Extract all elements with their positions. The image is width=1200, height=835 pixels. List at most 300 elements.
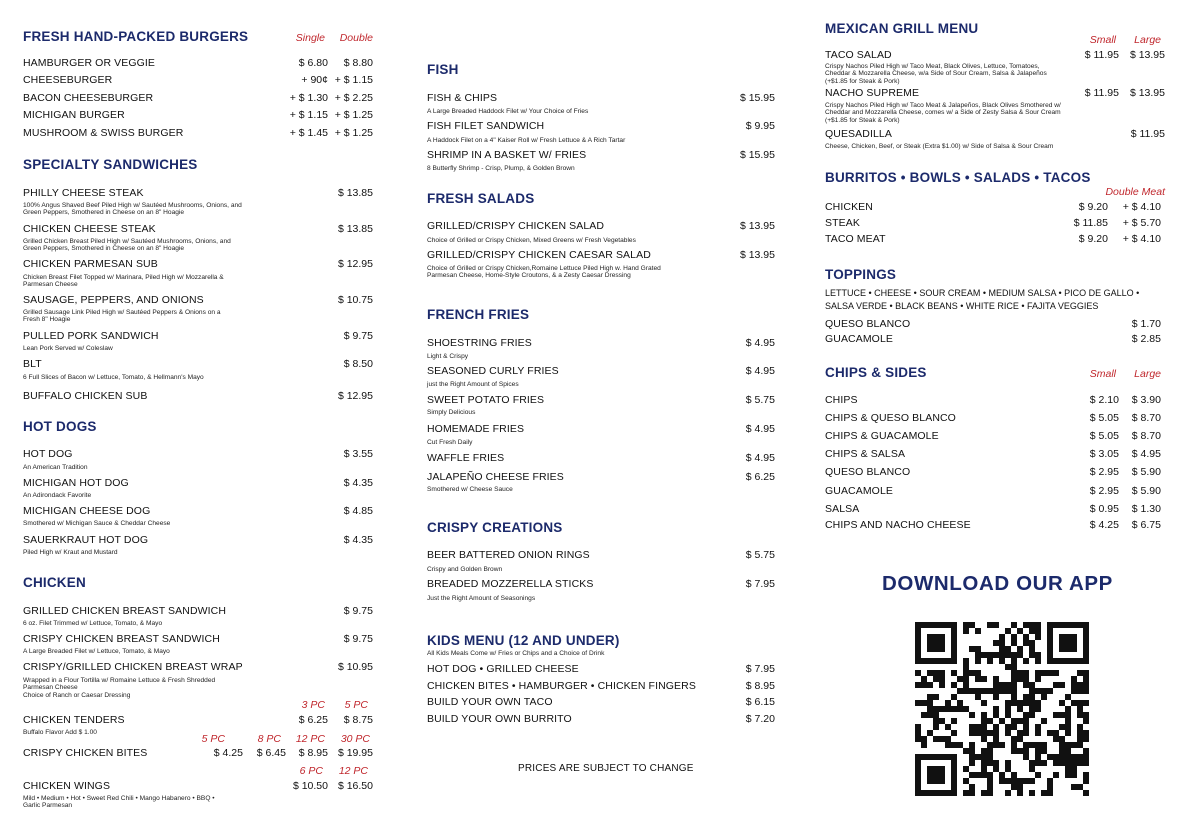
section-title-chips: CHIPS & SIDES bbox=[825, 365, 927, 380]
price-sweet-potato-fries: $ 5.75 bbox=[745, 394, 775, 406]
qr-module bbox=[993, 736, 999, 742]
qr-module bbox=[987, 754, 993, 760]
qr-module bbox=[921, 700, 927, 706]
qr-module bbox=[1071, 640, 1077, 646]
qr-module bbox=[1023, 622, 1029, 628]
qr-module bbox=[939, 622, 945, 628]
qr-module bbox=[1053, 622, 1059, 628]
qr-module bbox=[999, 640, 1005, 646]
qr-module bbox=[915, 736, 921, 742]
qr-module bbox=[951, 730, 957, 736]
qr-module bbox=[939, 718, 945, 724]
qr-module bbox=[1071, 682, 1077, 688]
qr-module bbox=[969, 748, 975, 754]
qr-module bbox=[975, 652, 981, 658]
qr-module bbox=[993, 622, 999, 628]
qr-module bbox=[933, 634, 939, 640]
qr-module bbox=[1023, 676, 1029, 682]
qr-module bbox=[1047, 652, 1053, 658]
qr-module bbox=[999, 682, 1005, 688]
header-double: Double bbox=[339, 32, 373, 44]
qr-module bbox=[981, 730, 987, 736]
qr-module bbox=[1071, 742, 1077, 748]
header-chips-large: Large bbox=[1134, 368, 1161, 380]
qr-module bbox=[1053, 736, 1059, 742]
price-single: $ 6.80 bbox=[298, 57, 328, 69]
qr-module bbox=[939, 676, 945, 682]
section-title-crispy: CRISPY CREATIONS bbox=[427, 520, 563, 535]
qr-module bbox=[945, 622, 951, 628]
price-side-guacamole-large: $ 5.90 bbox=[1131, 485, 1161, 497]
qr-module bbox=[1029, 766, 1035, 772]
price-kids-taco: $ 6.15 bbox=[745, 696, 775, 708]
item-name: BACON CHEESEBURGER bbox=[23, 92, 154, 104]
qr-module bbox=[1017, 718, 1023, 724]
qr-module bbox=[927, 646, 933, 652]
desc-fish-filet-sandwich: A Haddock Filet on a 4" Kaiser Roll w/ Fresh Lettuce & A Rich Tartar bbox=[427, 137, 626, 144]
qr-module bbox=[981, 760, 987, 766]
qr-module bbox=[957, 700, 963, 706]
qr-module bbox=[939, 778, 945, 784]
qr-module bbox=[1059, 634, 1065, 640]
desc-chicken-cheese-steak: Grilled Chicken Breast Piled High w/ Sautéed Mushrooms, Onions, and Green Peppers, Smothered in Cheese on an 8" Hoagie bbox=[23, 238, 231, 253]
qr-module bbox=[969, 730, 975, 736]
qr-module bbox=[1077, 670, 1083, 676]
qr-module bbox=[993, 730, 999, 736]
qr-module bbox=[1083, 652, 1089, 658]
price-topping-guacamole: $ 2.85 bbox=[1131, 333, 1161, 345]
qr-module bbox=[1035, 760, 1041, 766]
item-name-chips-queso: CHIPS & QUESO BLANCO bbox=[825, 412, 956, 424]
qr-module bbox=[1071, 760, 1077, 766]
qr-module bbox=[951, 706, 957, 712]
qr-module bbox=[1023, 718, 1029, 724]
qr-module bbox=[1005, 790, 1011, 796]
desc-mozzarella-sticks: Just the Right Amount of Seasonings bbox=[427, 595, 536, 602]
qr-module bbox=[1035, 730, 1041, 736]
header-small: Small bbox=[1089, 34, 1116, 46]
qr-module bbox=[969, 712, 975, 718]
qr-module bbox=[939, 766, 945, 772]
qr-module bbox=[915, 658, 921, 664]
qr-module bbox=[987, 742, 993, 748]
desc-sweet-potato-fries: Simply Delicious bbox=[427, 409, 476, 416]
qr-module bbox=[1077, 736, 1083, 742]
qr-module bbox=[1029, 700, 1035, 706]
price-curly-fries: $ 4.95 bbox=[745, 365, 775, 377]
item-name-pulled-pork: PULLED PORK SANDWICH bbox=[23, 330, 159, 342]
item-name-side-queso: QUESO BLANCO bbox=[825, 466, 911, 478]
qr-module bbox=[963, 670, 969, 676]
header-large: Large bbox=[1134, 34, 1161, 46]
price-shoestring-fries: $ 4.95 bbox=[745, 337, 775, 349]
qr-module bbox=[933, 766, 939, 772]
qr-module bbox=[1071, 622, 1077, 628]
menu-item-michigan-burger bbox=[23, 109, 373, 123]
qr-module bbox=[927, 700, 933, 706]
item-name-hot-dog: HOT DOG bbox=[23, 448, 73, 460]
qr-module bbox=[1083, 640, 1089, 646]
price-tenders-5pc: $ 8.75 bbox=[343, 714, 373, 726]
qr-module bbox=[921, 790, 927, 796]
item-name-michigan-hot-dog: MICHIGAN HOT DOG bbox=[23, 477, 129, 489]
header-wings-6pc: 6 PC bbox=[299, 765, 323, 777]
item-name-homemade-fries: HOMEMADE FRIES bbox=[427, 423, 525, 435]
qr-module bbox=[1011, 688, 1017, 694]
qr-module bbox=[1059, 760, 1065, 766]
qr-module bbox=[981, 736, 987, 742]
qr-module bbox=[951, 634, 957, 640]
qr-module bbox=[987, 718, 993, 724]
qr-module bbox=[1071, 676, 1077, 682]
qr-module bbox=[1077, 784, 1083, 790]
qr-module bbox=[975, 772, 981, 778]
qr-module bbox=[1017, 628, 1023, 634]
qr-module bbox=[1011, 748, 1017, 754]
qr-module bbox=[1041, 670, 1047, 676]
qr-module bbox=[963, 628, 969, 634]
qr-module bbox=[927, 712, 933, 718]
qr-module bbox=[1065, 706, 1071, 712]
qr-module bbox=[1053, 682, 1059, 688]
price-side-queso-large: $ 5.90 bbox=[1131, 466, 1161, 478]
qr-module bbox=[1077, 754, 1083, 760]
qr-module bbox=[999, 772, 1005, 778]
qr-module bbox=[1047, 778, 1053, 784]
qr-module bbox=[1017, 646, 1023, 652]
qr-module bbox=[1083, 778, 1089, 784]
qr-module bbox=[1059, 712, 1065, 718]
price-mozzarella-sticks: $ 7.95 bbox=[745, 578, 775, 590]
qr-module bbox=[927, 730, 933, 736]
qr-module bbox=[1023, 634, 1029, 640]
qr-module bbox=[1005, 652, 1011, 658]
qr-module bbox=[927, 706, 933, 712]
qr-module bbox=[933, 670, 939, 676]
item-name: CHEESEBURGER bbox=[23, 74, 113, 86]
qr-module bbox=[915, 646, 921, 652]
price-chips-queso-small: $ 5.05 bbox=[1089, 412, 1119, 424]
qr-module bbox=[1035, 658, 1041, 664]
desc-taco-salad: Crispy Nachos Piled High w/ Taco Meat, Black Olives, Lettuce, Tomatoes, Cheddar & Mozzarella Cheese, w/a Side of Sour Cream, Salsa & Jalapeños (+$1.85 for Steak & Pork) bbox=[825, 63, 1047, 85]
qr-module bbox=[951, 718, 957, 724]
qr-module bbox=[1023, 694, 1029, 700]
qr-module bbox=[1035, 676, 1041, 682]
price-double: + $ 1.25 bbox=[334, 127, 373, 139]
desc-sauerkraut-hot-dog: Piled High w/ Kraut and Mustard bbox=[23, 549, 118, 556]
qr-module bbox=[933, 718, 939, 724]
qr-module bbox=[1083, 748, 1089, 754]
qr-module bbox=[951, 790, 957, 796]
desc-philly: 100% Angus Shaved Beef Piled High w/ Sautéed Mushrooms, Onions, and Green Peppers, Smothered in Cheese on an 8" Hoagie bbox=[23, 202, 242, 217]
qr-module bbox=[1023, 712, 1029, 718]
qr-module bbox=[927, 778, 933, 784]
qr-module bbox=[915, 760, 921, 766]
price-chicken-caesar-salad: $ 13.95 bbox=[739, 249, 775, 261]
qr-module bbox=[1071, 646, 1077, 652]
qr-module bbox=[927, 640, 933, 646]
qr-module bbox=[1005, 712, 1011, 718]
item-name-topping-guacamole: GUACAMOLE bbox=[825, 333, 893, 345]
qr-module bbox=[1047, 670, 1053, 676]
qr-module bbox=[999, 652, 1005, 658]
qr-module bbox=[1083, 646, 1089, 652]
price-kids-hotdog: $ 7.95 bbox=[745, 663, 775, 675]
qr-module bbox=[1071, 772, 1077, 778]
qr-code-icon[interactable] bbox=[915, 622, 1089, 796]
qr-module bbox=[1011, 640, 1017, 646]
qr-module bbox=[1023, 778, 1029, 784]
price-wings-6pc: $ 10.50 bbox=[292, 780, 328, 792]
qr-module bbox=[927, 772, 933, 778]
qr-module bbox=[1071, 784, 1077, 790]
qr-module bbox=[939, 790, 945, 796]
qr-module bbox=[1035, 724, 1041, 730]
qr-module bbox=[1065, 622, 1071, 628]
qr-module bbox=[1035, 652, 1041, 658]
item-name-jalapeno-fries: JALAPEÑO CHEESE FRIES bbox=[427, 471, 564, 483]
qr-module bbox=[1029, 742, 1035, 748]
header-bites-30pc: 30 PC bbox=[340, 733, 370, 745]
qr-module bbox=[1035, 628, 1041, 634]
item-name-fish-filet-sandwich: FISH FILET SANDWICH bbox=[427, 120, 545, 132]
header-bites-8pc: 8 PC bbox=[257, 733, 281, 745]
header-double-meat: Double Meat bbox=[1105, 186, 1165, 198]
qr-module bbox=[1011, 742, 1017, 748]
section-title-burritos: BURRITOS • BOWLS • SALADS • TACOS bbox=[825, 170, 1091, 185]
qr-module bbox=[939, 646, 945, 652]
qr-module bbox=[1071, 766, 1077, 772]
header-chips-small: Small bbox=[1089, 368, 1116, 380]
qr-module bbox=[1059, 682, 1065, 688]
qr-module bbox=[975, 658, 981, 664]
qr-module bbox=[993, 640, 999, 646]
qr-module bbox=[921, 676, 927, 682]
header-bites-12pc: 12 PC bbox=[295, 733, 325, 745]
qr-module bbox=[987, 748, 993, 754]
price-chips-queso-large: $ 8.70 bbox=[1131, 412, 1161, 424]
desc-michigan-cheese-dog: Smothered w/ Michigan Sauce & Cheddar Cheese bbox=[23, 520, 171, 527]
qr-module bbox=[939, 658, 945, 664]
price-hot-dog: $ 3.55 bbox=[343, 448, 373, 460]
price-fish-chips: $ 15.95 bbox=[739, 92, 775, 104]
qr-module bbox=[1047, 640, 1053, 646]
qr-module bbox=[1083, 754, 1089, 760]
kids-subtitle: All Kids Meals Come w/ Fries or Chips and a Choice of Drink bbox=[427, 650, 605, 657]
qr-module bbox=[1041, 718, 1047, 724]
qr-module bbox=[951, 658, 957, 664]
qr-module bbox=[1017, 736, 1023, 742]
qr-module bbox=[969, 742, 975, 748]
qr-module bbox=[969, 790, 975, 796]
qr-module bbox=[915, 766, 921, 772]
item-name-philly: PHILLY CHEESE STEAK bbox=[23, 187, 144, 199]
qr-module bbox=[993, 724, 999, 730]
price-nacho-supreme-small: $ 11.95 bbox=[1084, 87, 1119, 99]
price-burrito-steak: $ 11.85 bbox=[1073, 217, 1108, 229]
qr-module bbox=[969, 688, 975, 694]
qr-module bbox=[1083, 634, 1089, 640]
item-name-chicken-wings: CHICKEN WINGS bbox=[23, 780, 111, 792]
qr-module bbox=[993, 694, 999, 700]
qr-module bbox=[1035, 688, 1041, 694]
qr-module bbox=[957, 676, 963, 682]
desc-homemade-fries: Cut Fresh Daily bbox=[427, 439, 473, 446]
qr-module bbox=[1077, 742, 1083, 748]
qr-module bbox=[1005, 760, 1011, 766]
qr-module bbox=[945, 736, 951, 742]
qr-module bbox=[1077, 682, 1083, 688]
qr-module bbox=[987, 688, 993, 694]
desc-chicken-wrap-dressing: Choice of Ranch or Caesar Dressing bbox=[23, 692, 131, 699]
qr-module bbox=[927, 754, 933, 760]
qr-module bbox=[1065, 766, 1071, 772]
qr-module bbox=[1011, 676, 1017, 682]
section-title-hotdogs: HOT DOGS bbox=[23, 419, 97, 434]
qr-module bbox=[1017, 652, 1023, 658]
qr-module bbox=[933, 622, 939, 628]
qr-module bbox=[927, 790, 933, 796]
qr-module bbox=[939, 682, 945, 688]
qr-module bbox=[1065, 772, 1071, 778]
item-name-chicken-parmesan: CHICKEN PARMESAN SUB bbox=[23, 258, 158, 270]
qr-module bbox=[975, 724, 981, 730]
item-name-sausage: SAUSAGE, PEPPERS, AND ONIONS bbox=[23, 294, 204, 306]
qr-module bbox=[1041, 688, 1047, 694]
qr-module bbox=[921, 682, 927, 688]
qr-module bbox=[987, 760, 993, 766]
qr-module bbox=[1023, 748, 1029, 754]
qr-module bbox=[915, 622, 921, 628]
qr-module bbox=[1077, 712, 1083, 718]
qr-module bbox=[945, 754, 951, 760]
qr-module bbox=[999, 658, 1005, 664]
price-onion-rings: $ 5.75 bbox=[745, 549, 775, 561]
qr-module bbox=[1023, 724, 1029, 730]
qr-module bbox=[1071, 688, 1077, 694]
qr-module bbox=[1005, 688, 1011, 694]
item-name-chips-salsa: CHIPS & SALSA bbox=[825, 448, 906, 460]
qr-module bbox=[1041, 760, 1047, 766]
qr-module bbox=[999, 646, 1005, 652]
price-bites-12pc: $ 8.95 bbox=[298, 747, 328, 759]
desc-nacho-supreme: Crispy Nachos Piled High w/ Taco Meat & Jalapeños, Black Olives Smothered w/ Cheddar and Mozzarella Cheese, comes w/ a Side of Zesty Salsa & Sour Cream (+$1.85 for Steak & Pork) bbox=[825, 102, 1061, 124]
qr-module bbox=[1011, 784, 1017, 790]
qr-module bbox=[933, 772, 939, 778]
price-waffle-fries: $ 4.95 bbox=[745, 452, 775, 464]
qr-module bbox=[963, 790, 969, 796]
qr-module bbox=[1065, 712, 1071, 718]
desc-michigan-hot-dog: An Adirondack Favorite bbox=[23, 492, 92, 499]
qr-module bbox=[975, 628, 981, 634]
qr-module bbox=[1065, 724, 1071, 730]
qr-module bbox=[933, 712, 939, 718]
price-homemade-fries: $ 4.95 bbox=[745, 423, 775, 435]
price-jalapeno-fries: $ 6.25 bbox=[745, 471, 775, 483]
price-chicken-cheese-steak: $ 13.85 bbox=[337, 223, 373, 235]
desc-pulled-pork: Lean Pork Served w/ Coleslaw bbox=[23, 345, 113, 352]
qr-module bbox=[1083, 622, 1089, 628]
item-name-taco-salad: TACO SALAD bbox=[825, 49, 892, 61]
section-title-toppings: TOPPINGS bbox=[825, 267, 897, 282]
item-name-shrimp-basket: SHRIMP IN A BASKET W/ FRIES bbox=[427, 149, 587, 161]
price-buffalo-chicken-sub: $ 12.95 bbox=[337, 390, 373, 402]
qr-module bbox=[1041, 694, 1047, 700]
desc-onion-rings: Crispy and Golden Brown bbox=[427, 566, 503, 573]
qr-module bbox=[1083, 658, 1089, 664]
qr-module bbox=[951, 778, 957, 784]
qr-module bbox=[981, 712, 987, 718]
qr-module bbox=[957, 706, 963, 712]
qr-module bbox=[1011, 694, 1017, 700]
qr-module bbox=[1023, 658, 1029, 664]
qr-module bbox=[951, 670, 957, 676]
qr-module bbox=[951, 766, 957, 772]
qr-module bbox=[1077, 760, 1083, 766]
qr-module bbox=[1083, 628, 1089, 634]
qr-module bbox=[993, 712, 999, 718]
item-name-mozzarella-sticks: BREADED MOZZERELLA STICKS bbox=[427, 578, 594, 590]
price-double: + $ 2.25 bbox=[334, 92, 373, 104]
qr-module bbox=[927, 658, 933, 664]
qr-module bbox=[963, 676, 969, 682]
price-pulled-pork: $ 9.75 bbox=[343, 330, 373, 342]
price-quesadilla-large: $ 11.95 bbox=[1130, 128, 1165, 140]
qr-module bbox=[1029, 694, 1035, 700]
qr-module bbox=[1023, 640, 1029, 646]
qr-module bbox=[1047, 730, 1053, 736]
price-kids-chicken-bites: $ 8.95 bbox=[745, 680, 775, 692]
item-name-fish-chips: FISH & CHIPS bbox=[427, 92, 498, 104]
qr-module bbox=[957, 742, 963, 748]
qr-module bbox=[1053, 772, 1059, 778]
qr-module bbox=[1083, 682, 1089, 688]
qr-module bbox=[1047, 628, 1053, 634]
qr-module bbox=[939, 706, 945, 712]
qr-module bbox=[1005, 724, 1011, 730]
qr-module bbox=[1017, 784, 1023, 790]
desc-shoestring-fries: Light & Crispy bbox=[427, 353, 469, 360]
qr-module bbox=[1065, 748, 1071, 754]
section-title-salads: FRESH SALADS bbox=[427, 191, 535, 206]
qr-module bbox=[1077, 706, 1083, 712]
qr-module bbox=[1029, 688, 1035, 694]
price-burrito-taco-meat-double: + $ 4.10 bbox=[1122, 233, 1161, 245]
qr-module bbox=[939, 736, 945, 742]
qr-module bbox=[1065, 694, 1071, 700]
section-title-fish: FISH bbox=[427, 62, 459, 77]
qr-module bbox=[939, 772, 945, 778]
qr-module bbox=[987, 652, 993, 658]
price-bites-5pc: $ 4.25 bbox=[213, 747, 243, 759]
qr-module bbox=[1059, 700, 1065, 706]
qr-module bbox=[1053, 658, 1059, 664]
price-chips-small: $ 2.10 bbox=[1089, 394, 1119, 406]
header-tenders-3pc: 3 PC bbox=[301, 699, 325, 711]
qr-module bbox=[1017, 670, 1023, 676]
qr-module bbox=[1017, 790, 1023, 796]
qr-module bbox=[1023, 730, 1029, 736]
qr-module bbox=[999, 718, 1005, 724]
price-sauerkraut-hot-dog: $ 4.35 bbox=[343, 534, 373, 546]
qr-module bbox=[1005, 700, 1011, 706]
qr-module bbox=[969, 724, 975, 730]
qr-module bbox=[987, 622, 993, 628]
item-name-buffalo-chicken-sub: BUFFALO CHICKEN SUB bbox=[23, 390, 148, 402]
desc-jalapeno-fries: Smothered w/ Cheese Sauce bbox=[427, 486, 513, 493]
qr-module bbox=[951, 646, 957, 652]
qr-module bbox=[975, 670, 981, 676]
